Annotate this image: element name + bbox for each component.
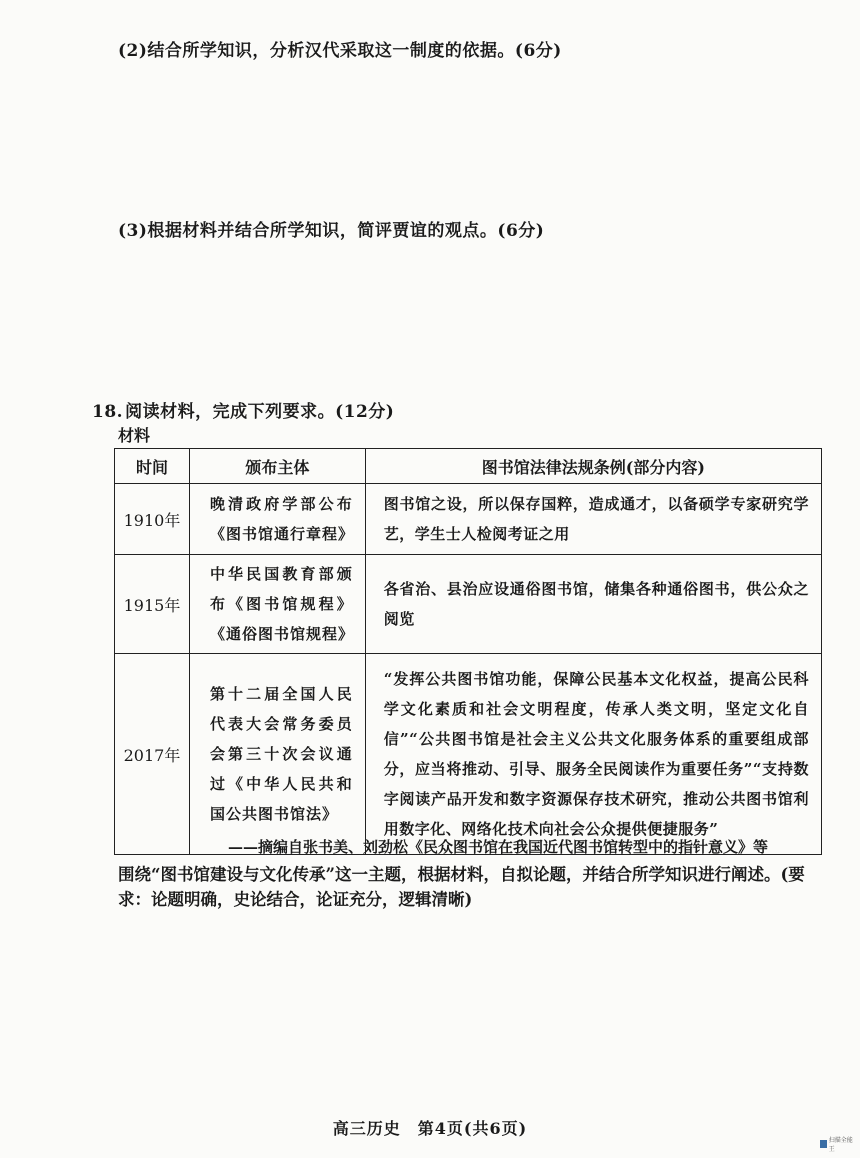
source-citation: ——摘编自张书美、刘劲松《民众图书馆在我国近代图书馆转型中的指针意义》等 (228, 838, 769, 856)
question-3-prompt: (3)根据材料并结合所学知识，简评贾谊的观点。(6分) (118, 221, 545, 241)
task-instruction: 围绕“图书馆建设与文化传承”这一主题，根据材料，自拟论题，并结合所学知识进行阐述。(要求：论题明确，史论结合，论证充分，逻辑清晰) (118, 865, 805, 909)
question-18-text: 阅读材料，完成下列要求。(12分) (125, 402, 395, 422)
table-row (115, 654, 822, 855)
row-clause: “发挥公共图书馆功能，保障公民基本文化权益，提高公民科学文化素质和社会文明程度，传承人类文明，坚定文化自信”“公共图书馆是社会主义公共文化服务体系的重要组成部分，应当将推动、引导、服务全民阅读作为重要任务”“支持数字阅读产品开发和数字资源保存技术研究，推动公共图书馆利用数字化、网络化技术向社会公众提供便捷服务” (365, 654, 821, 855)
table-header-row (115, 449, 822, 484)
header-time: 时间 (115, 449, 190, 484)
row-issuer: 晚清政府学部公布《图书馆通行章程》 (189, 484, 365, 555)
scanner-logo-text: 扫描全能王 (828, 1137, 853, 1153)
scanner-logo-icon (820, 1140, 827, 1148)
library-law-table (114, 448, 822, 855)
question-18-prompt (92, 397, 394, 422)
row-issuer: 中华民国教育部颁布《图书馆规程》《通俗图书馆规程》 (189, 555, 365, 654)
row-year: 1910年 (115, 484, 190, 555)
table-row (115, 555, 822, 654)
row-clause: 各省治、县治应设通俗图书馆，储集各种通俗图书，供公众之阅览 (365, 555, 821, 654)
question-2-prompt: (2)结合所学知识，分析汉代采取这一制度的依据。(6分) (118, 41, 562, 61)
header-issuer: 颁布主体 (189, 449, 365, 484)
row-year: 1915年 (115, 555, 190, 654)
question-number: 18. (92, 402, 124, 422)
scanner-logo (820, 1137, 854, 1153)
table-row (115, 484, 822, 555)
row-clause: 图书馆之设，所以保存国粹，造成通才，以备硕学专家研究学艺，学生士人检阅考证之用 (365, 484, 821, 555)
row-issuer: 第十二届全国人民代表大会常务委员会第三十次会议通过《中华人民共和国公共图书馆法》 (189, 654, 365, 855)
material-label: 材料 (118, 426, 151, 445)
page-footer: 高三历史 第4页(共6页) (332, 1119, 528, 1138)
header-clause: 图书馆法律法规条例(部分内容) (365, 449, 821, 484)
row-year: 2017年 (115, 654, 190, 855)
